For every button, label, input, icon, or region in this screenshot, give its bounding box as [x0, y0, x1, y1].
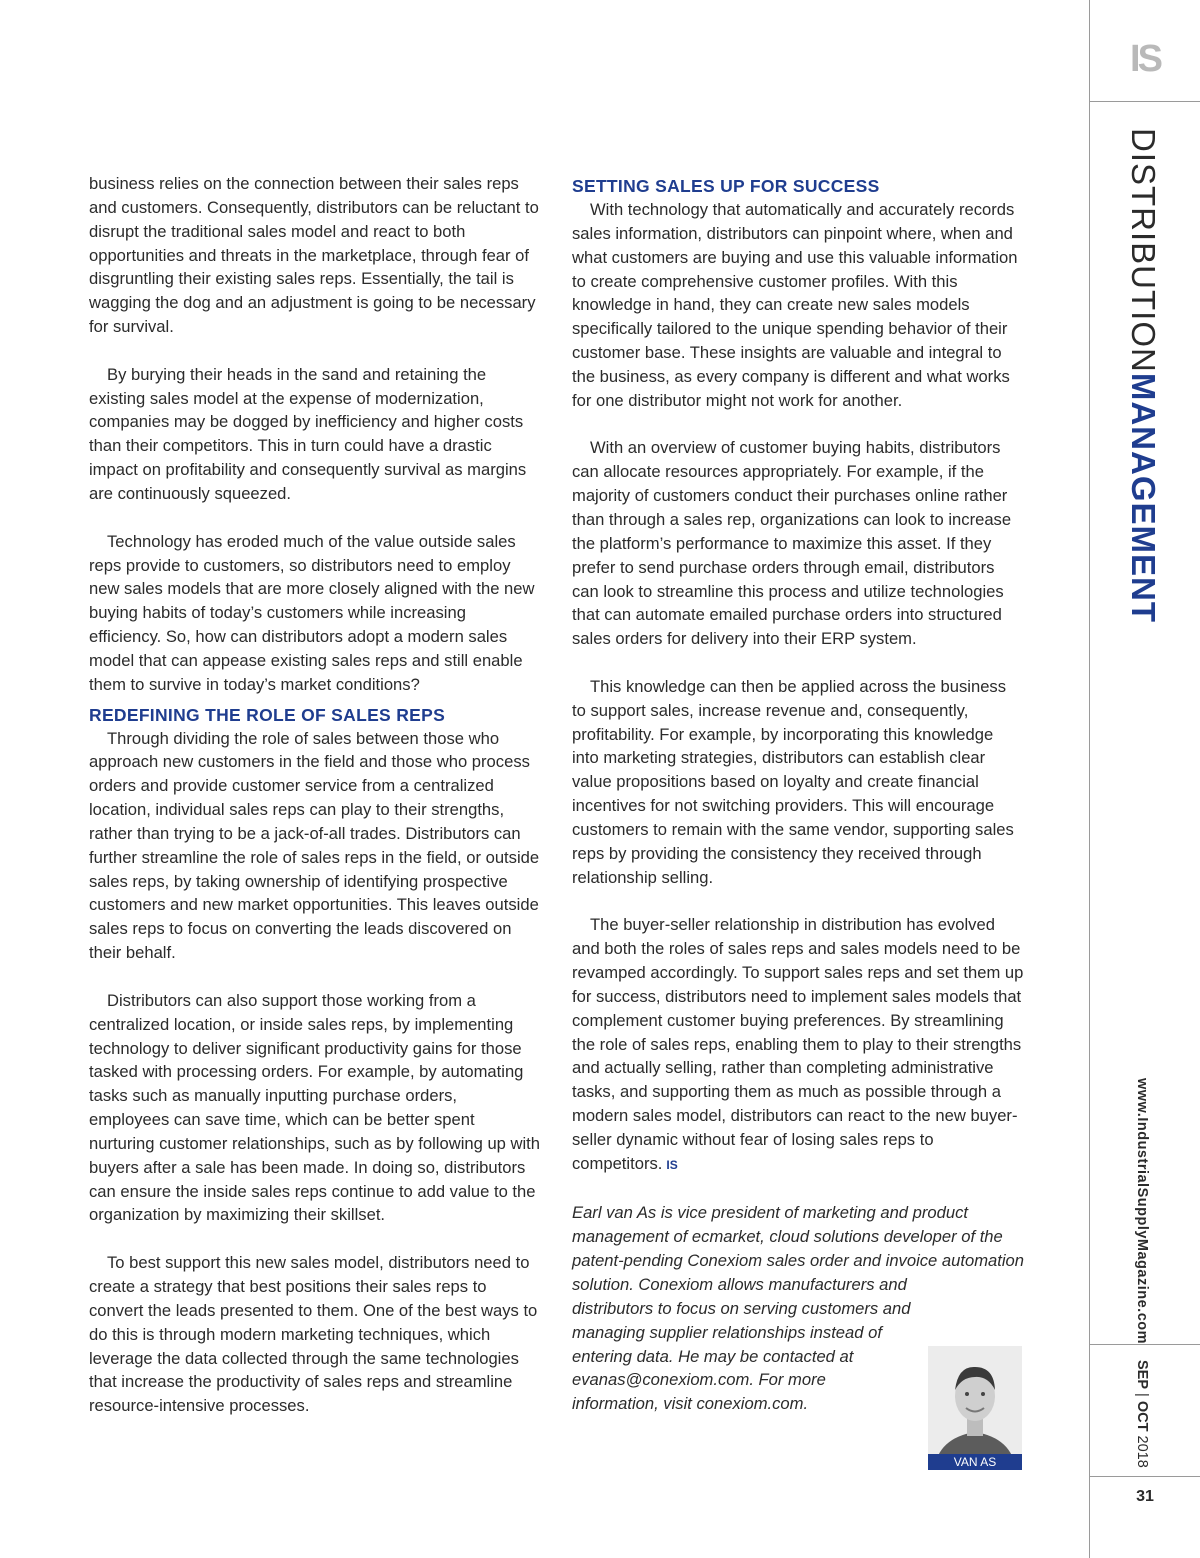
paragraph: To best support this new sales model, distributors need to create a strategy that best positions their sales reps to convert the leads presented to them. One of the best ways to do this is through modern marketing techniques, which leverage the data collected through the same technologies that increase the productivity of sales reps and streamline resource-intensive processes.: [89, 1253, 538, 1416]
page-number: 31: [1136, 1488, 1154, 1505]
paragraph: Distributors can also support those working from a centralized location, or inside sales reps, by implementing technology to deliver significant productivity gains for those tasked with processing orders. For example, by automating tasks such as manually inputting purchase orders, employees can save time, which can be better spent nurturing customer relationships, such as by following up with buyers after a sale has been made. In doing so, distributors can ensure the inside sales reps continue to add value to the organization by maximizing their skillset.: [89, 990, 541, 1225]
section-heading: REDEFINING THE ROLE OF SALES REPS: [89, 704, 446, 725]
issue-year: 2018: [1134, 1435, 1150, 1468]
end-mark-logo: IS: [666, 1157, 678, 1172]
person-photo-icon: [928, 1346, 1022, 1470]
website-url: www.IndustrialSupplyMagazine.com: [1134, 1078, 1150, 1345]
issue-month-start: SEP: [1134, 1360, 1150, 1390]
portrait-caption: VAN AS: [928, 1454, 1022, 1470]
paragraph: With an overview of customer buying habits, distributors can allocate resources appropriately. For example, if the majority of customers conduct their purchases online rather than through a sales rep, organizations can look to increase the platform’s performance to maximize this asset. If they prefer to send purchase orders through email, distributors can look to streamline this process and utilize technologies that can automate emailed purchase orders into structured sales orders for delivery into their ERP system.: [572, 438, 1012, 649]
article-column-left: [89, 172, 541, 1418]
section-title: [1124, 128, 1162, 623]
sidebar-rule-top: [1090, 101, 1200, 102]
paragraph-final: [572, 913, 1024, 1177]
sidebar-rule-mid: [1090, 1344, 1200, 1345]
paragraph: This knowledge can then be applied across the business to support sales, increase revenue and, consequently, profitability. For example, by incorporating this knowledge into marketing strategies, distributors can establish clear value propositions based on loyalty and create financial incentives for not switching providers. This will encourage customers to remain with the same vendor, supporting sales reps by providing the consistency they received through relationship selling.: [572, 676, 1014, 887]
sidebar-divider: [1089, 0, 1090, 1558]
magazine-logo: IS: [1130, 38, 1160, 80]
paragraph: Technology has eroded much of the value outside sales reps provide to customers, so distributors need to employ new sales models that are more closely aligned with the new buying habits of today’s customers while increasing efficiency. So, how can distributors adopt a modern sales model that can appease existing sales reps and still enable them to survive in today’s market conditions?: [89, 531, 535, 694]
issue-separator: |: [1134, 1393, 1150, 1397]
issue-month-end: OCT: [1134, 1400, 1150, 1432]
paragraph: With technology that automatically and accurately records sales information, distributors can pinpoint where, when and what customers are buying and use this valuable information to create comprehensive customer profiles. With this knowledge in hand, they can create new sales models specifically tailored to the unique spending behavior of their customer base. These insights are valuable and integral to the business, as every company is different and what works for one distributor might not work for another.: [572, 200, 1018, 410]
paragraph: Through dividing the role of sales between those who approach new customers in the field and those who process orders and provide customer service from a centralized location, individual sales reps can play to their strengths, rather than trying to be a jack-of-all trades. Distributors can further streamline the role of sales reps in the field, or outside sales reps, by taking ownership of identifying prospective customers and new market opportunities. This leaves outside sales reps to focus on converting the leads discovered on their behalf.: [89, 728, 540, 963]
section-title-light: DISTRIBUTION: [1125, 128, 1162, 373]
section-title-bold: MANAGEMENT: [1125, 372, 1162, 623]
author-bio: Earl van As is vice president of marketing and product management of ecmarket, cloud solutions developer of the patent-pending Conexiom sales order and invoice automation solution. Conexiom allows manufacturers and: [572, 1203, 1025, 1294]
paragraph: business relies on the connection between their sales reps and customers. Consequently, distributors can be reluctant to disrupt the traditional sales model and react to both opportunities and threats in the marketplace, through fear of disgruntling their existing sales reps. Essentially, the tail is wagging the dog and an adjustment is going to be necessary for survival.: [89, 174, 539, 337]
article-column-right: [572, 172, 1024, 1416]
issue-date: [1134, 1360, 1150, 1468]
section-heading: SETTING SALES UP FOR SUCCESS: [572, 176, 880, 196]
sidebar-rule-bottom: [1090, 1476, 1200, 1477]
author-portrait: [928, 1346, 1022, 1470]
author-bio-continued: distributors to focus on serving customers and managing supplier relationships instead of entering data. He may be contacted at evanas@conexiom.com. For more information, visit conexiom.com.: [572, 1298, 911, 1414]
paragraph: By burying their heads in the sand and retaining the existing sales model at the expense of modernization, companies may be dogged by inefficiency and higher costs than their competitors. This in turn could have a drastic impact on profitability and consequently survival as margins are continuously squeezed.: [89, 364, 527, 503]
paragraph-text: The buyer-seller relationship in distribution has evolved and both the roles of sales reps and sales models need to be revamped accordingly. To support sales reps and set them up for success, distributors need to implement sales models that complement customer buying preferences. By streamlining the role of sales reps, enabling them to play to their strengths and actually selling, rather than completing administrative tasks, and supporting them as much as possible through a modern sales model, distributors can react to the new buyer-seller dynamic without fear of losing sales reps to competitors.: [572, 915, 1024, 1173]
